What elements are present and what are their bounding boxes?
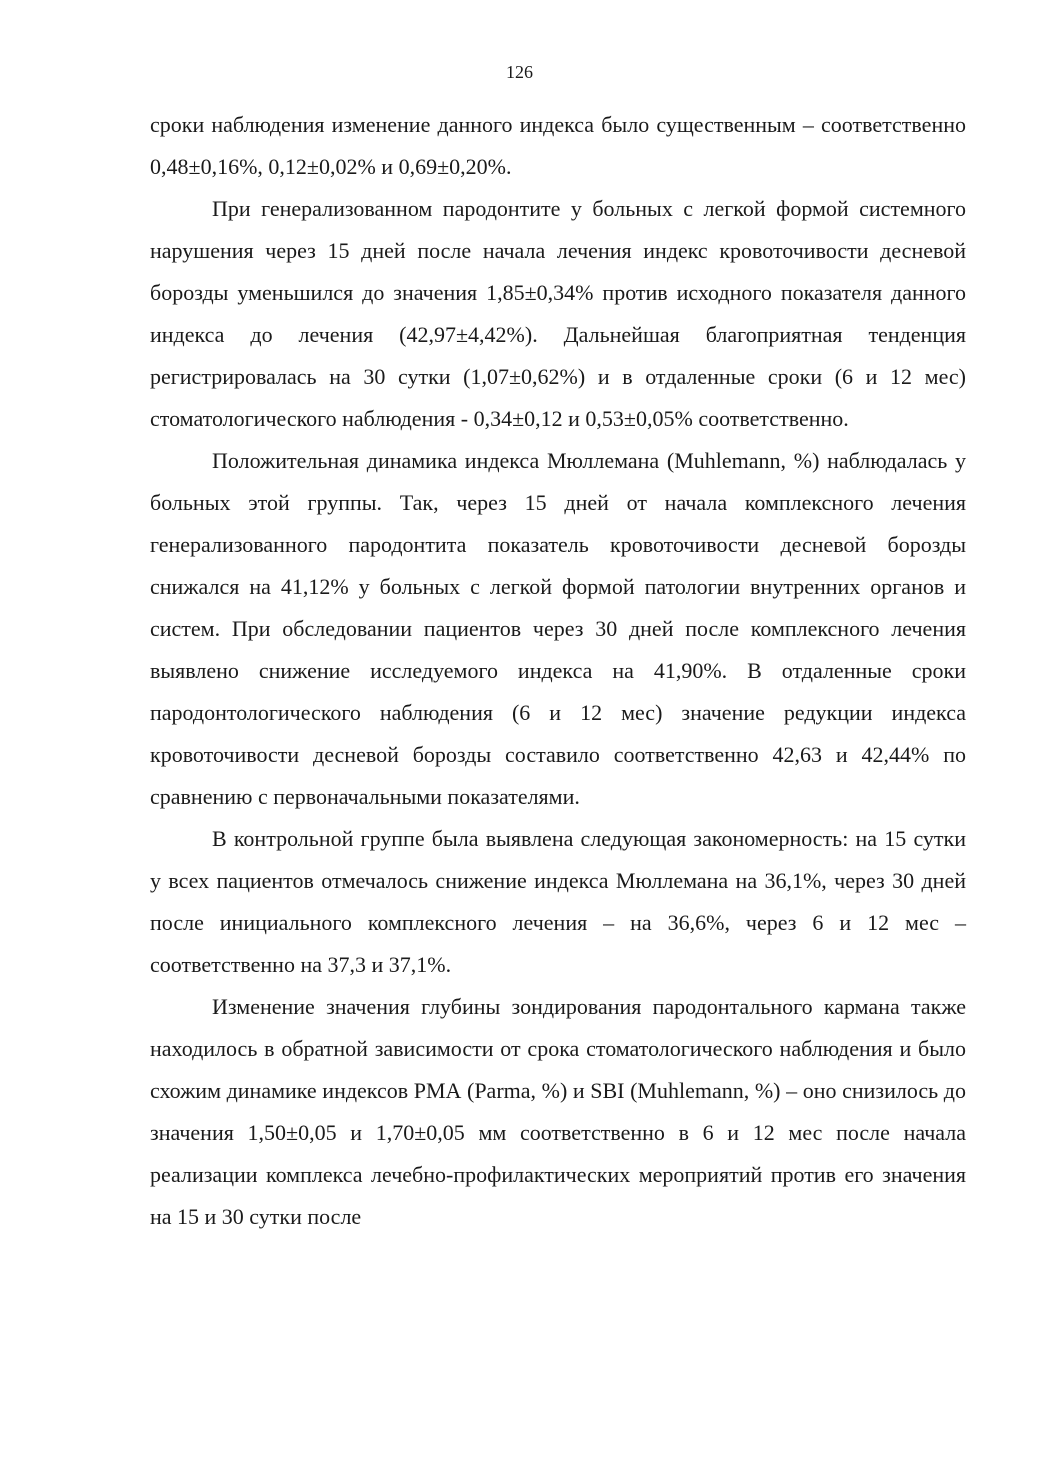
document-body	[150, 104, 966, 1238]
paragraph-2: При генерализованном пародонтите у больных с легкой формой системного нарушения через 15 дней после начала лечения индекс кровоточивости десневой борозды уменьшился до значения 1,85±0,34% против исходного показателя данного индекса до лечения (42,97±4,42%). Дальнейшая благоприятная тенденция регистрировалась на 30 сутки (1,07±0,62%) и в отдаленные сроки (6 и 12 мес) стоматологического наблюдения - 0,34±0,12 и 0,53±0,05% соответственно.	[150, 196, 966, 431]
paragraph-4: В контрольной группе была выявлена следующая закономерность: на 15 сутки у всех пациентов отмечалось снижение индекса Мюллемана на 36,1%, через 30 дней после инициального комплексного лечения – на 36,6%, через 6 и 12 мес – соответственно на 37,3 и 37,1%.	[150, 826, 966, 977]
paragraph-1: сроки наблюдения изменение данного индекса было существенным – соответственно 0,48±0,16%, 0,12±0,02% и 0,69±0,20%.	[150, 112, 966, 179]
paragraph-3: Положительная динамика индекса Мюллемана (Muhlemann, %) наблюдалась у больных этой группы. Так, через 15 дней от начала комплексного лечения генерализованного пародонтита показатель кровоточивости десневой борозды снижался на 41,12% у больных с легкой формой патологии внутренних органов и систем. При обследовании пациентов через 30 дней после комплексного лечения выявлено снижение исследуемого индекса на 41,90%. В отдаленные сроки пародонтологического наблюдения (6 и 12 мес) значение редукции индекса кровоточивости десневой борозды составило соответственно 42,63 и 42,44% по сравнению с первоначальными показателями.	[150, 448, 966, 809]
paragraph-5: Изменение значения глубины зондирования пародонтального кармана также находилось в обратной зависимости от срока стоматологического наблюдения и было схожим динамике индексов РМА (Parma, %) и SBI (Muhlemann, %) – оно снизилось до значения 1,50±0,05 и 1,70±0,05 мм соответственно в 6 и 12 мес после начала реализации комплекса лечебно-профилактических мероприятий против его значения на 15 и 30 сутки после	[150, 994, 966, 1229]
page-number: 126	[506, 62, 533, 82]
